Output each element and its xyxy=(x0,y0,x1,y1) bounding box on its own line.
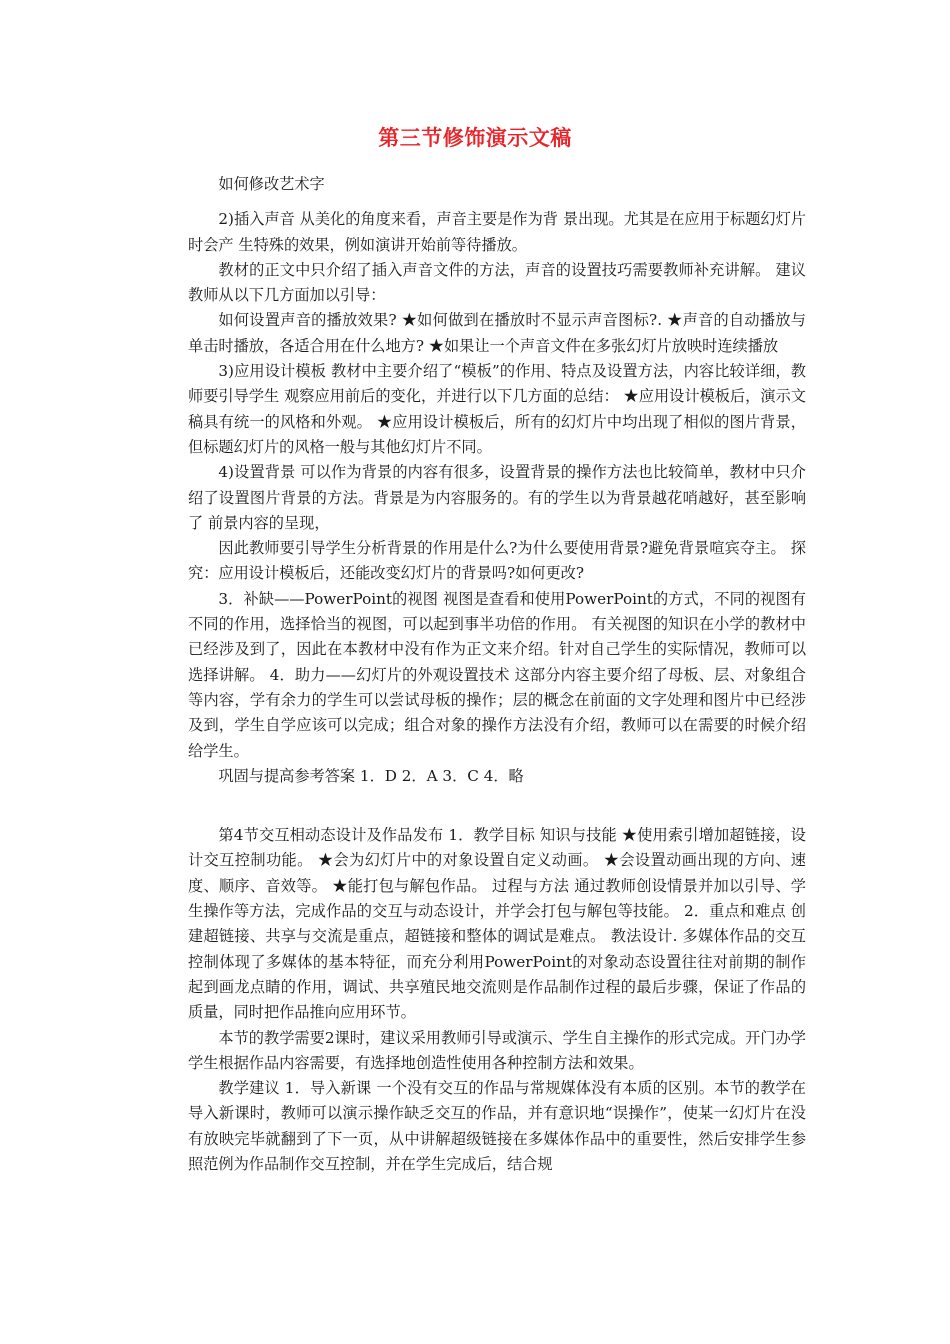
paragraph-sound-guidance: 教材的正文中只介绍了插入声音文件的方法，声音的设置技巧需要教师补充讲解。 建议教师从以下几方面加以引导： xyxy=(188,260,806,305)
paragraph-sound-questions: 如何设置声音的播放效果? ★如何做到在播放时不显示声音图标?. ★声音的自动播放与单击时播放，各适合用在什么地方? ★如果让一个声音文件在多张幻灯片放映时连续播放 xyxy=(188,311,806,355)
document-body xyxy=(188,172,806,1177)
paragraph-answers: 巩固与提高参考答案 1．D 2．A 3．C 4．略 xyxy=(218,766,524,785)
paragraph-set-background: 4)设置背景 可以作为背景的内容有很多，设置背景的操作方法也比较简单，教材中只介绍了设置图片背景的方法。背景是为内容服务的。有的学生以为背景越花哨越好，甚至影响了 前景内容的呈现， xyxy=(188,463,806,532)
paragraph-insert-sound: 2)插入声音 从美化的角度来看，声音主要是作为背 景出现。尤其是在应用于标题幻灯片时会产 生特殊的效果，例如演讲开始前等待播放。 xyxy=(188,210,806,254)
paragraph-lesson-hours: 本节的教学需要2课时，建议采用教师引导或演示、学生自主操作的形式完成。开门办学学生根据作品内容需要，有选择地创造性使用各种控制方法和效果。 xyxy=(188,1028,806,1072)
paragraph-art-text: 如何修改艺术字 xyxy=(218,175,325,193)
paragraph-views: 3．补缺——PowerPoint的视图 视图是查看和使用PowerPoint的方式，不同的视图有不同的作用，选择恰当的视图，可以起到事半功倍的作用。 有关视图的知识在小学的教材中已经涉及到了，因此在本教材中没有作为正文来介绍。针对自己学生的实际情况，教师可以选择讲解。 4．助力——幻灯片的外观设置技术 这部分内容主要介绍了母板、层、对象组合等内容，学有余力的学生可以尝试母板的操作；层的概念在前面的文字处理和图片中已经涉及到，学生自学应该可以完成；组合对象的操作方法没有介绍，教师可以在需要的时候介绍给学生。 xyxy=(188,589,806,760)
paragraph-design-template: 3)应用设计模板 教材中主要介绍了“模板”的作用、特点及设置方法，内容比较详细，教师要引导学生 观察应用前后的变化，并进行以下几方面的总结： ★应用设计模板后，演示文稿具有统一的风格和外观。 ★应用设计模板后，所有的幻灯片中均出现了相似的图片背景，但标题幻灯片的风格一般与其他幻灯片不同。 xyxy=(188,362,806,456)
paragraph-background-guidance: 因此教师要引导学生分析背景的作用是什么?为什么要使用背景?避免背景喧宾夺主。 探究：应用设计模板后，还能改变幻灯片的背景吗?如何更改? xyxy=(188,539,806,583)
paragraph-section-4: 第4节交互相动态设计及作品发布 1．教学目标 知识与技能 ★使用索引增加超链接，设计交互控制功能。 ★会为幻灯片中的对象设置自定义动画。 ★会设置动画出现的方向、速度、顺序、音效等。 ★能打包与解包作品。 过程与方法 通过教师创设情景并加以引导、学生操作等方法，完成作品的交互与动态设计，并学会打包与解包等技能。 2．重点和难点 创建超链接、共享与交流是重点，超链接和整体的调试是难点。 教法设计. 多媒体作品的交互控制体现了多媒体的基本特征，而充分利用PowerPoint的对象动态设置往往对前期的制作起到画龙点睛的作用，调试、共享殖民地交流则是作品制作过程的最后步骤，保证了作品的质量，同时把作品推向应用环节。 xyxy=(188,826,806,1022)
page-title: 第三节修饰演示文稿 xyxy=(378,125,572,150)
paragraph-teaching-advice: 教学建议 1．导入新课 一个没有交互的作品与常规媒体没有本质的区别。本节的教学在导入新课时，教师可以演示操作缺乏交互的作品，并有意识地“误操作”，使某一幻灯片在没有放映完毕就翻到了下一页，从中讲解超级链接在多媒体作品中的重要性，然后安排学生参照范例为作品制作交互控制，并在学生完成后，结合规 xyxy=(188,1079,806,1173)
